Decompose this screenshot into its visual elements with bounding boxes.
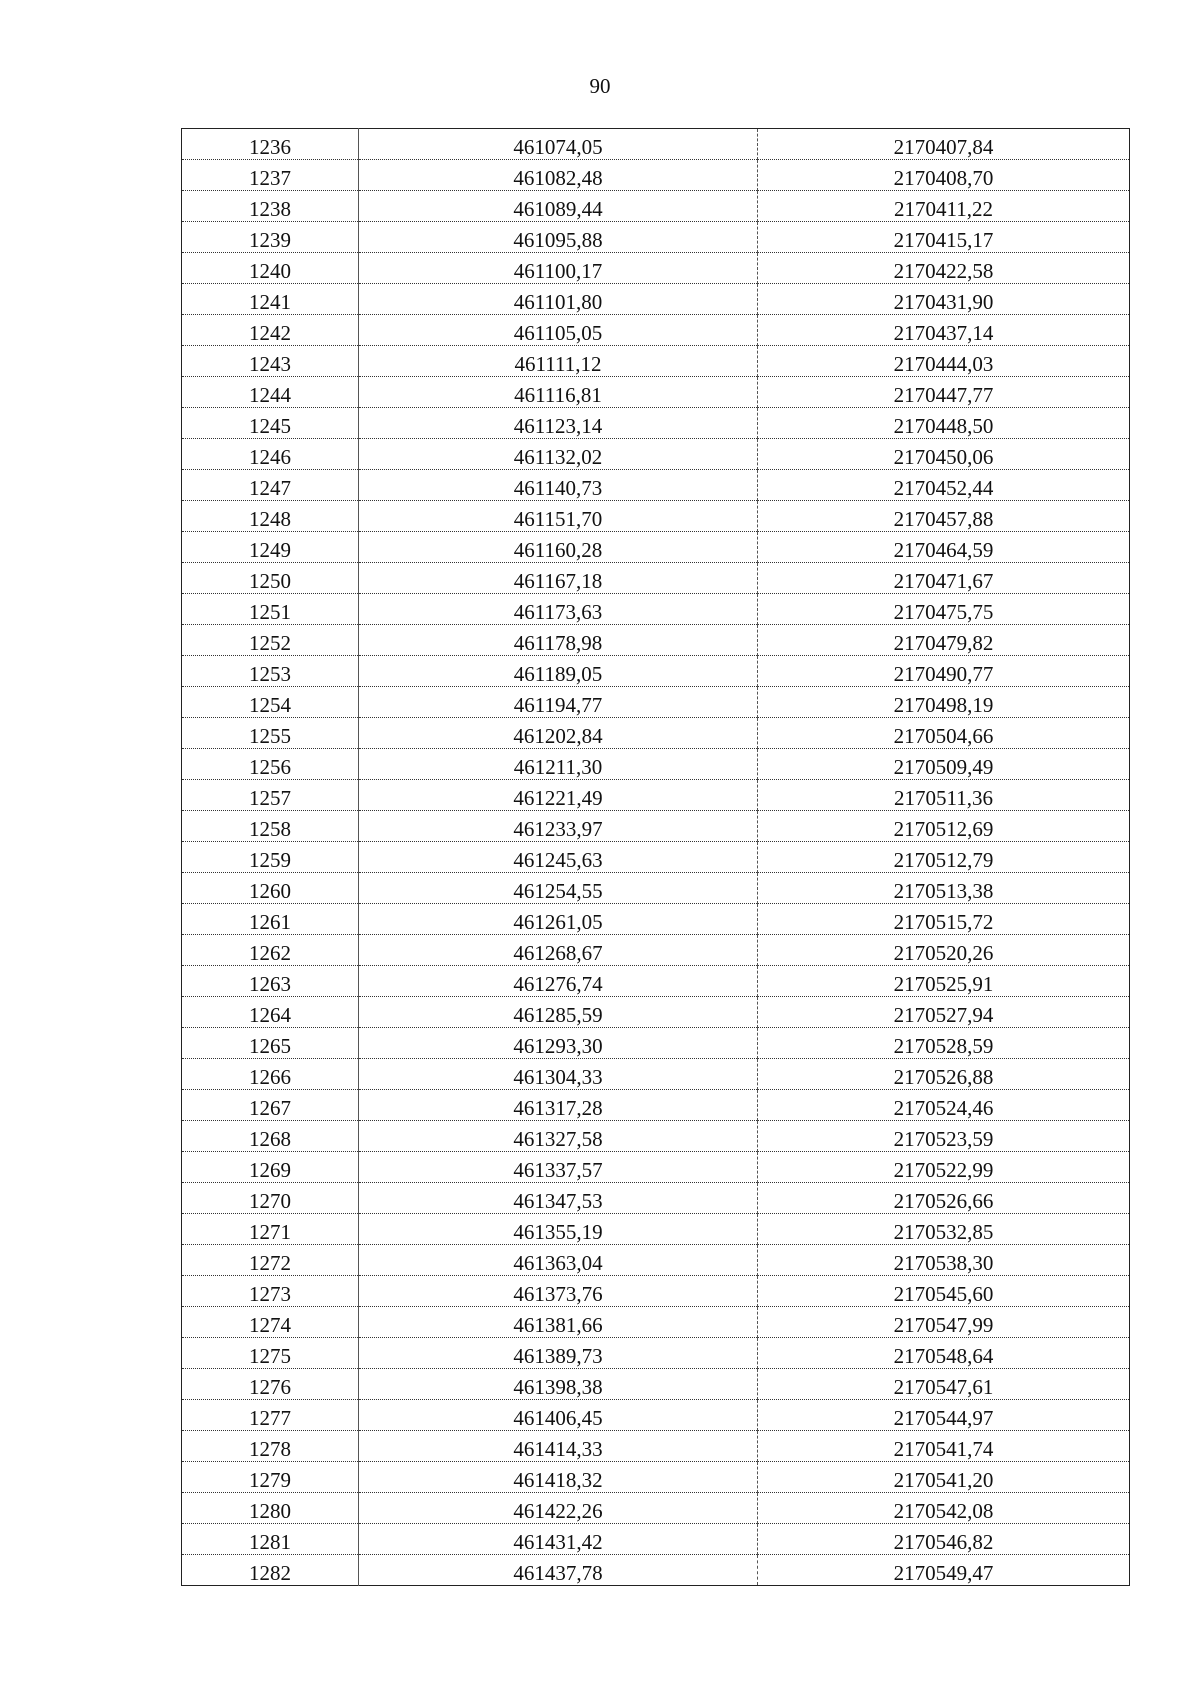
x-coordinate-cell: 461355,19 — [359, 1214, 758, 1245]
table-row — [182, 873, 1130, 904]
point-number-cell: 1245 — [182, 408, 359, 439]
point-number-cell: 1270 — [182, 1183, 359, 1214]
point-number-cell: 1242 — [182, 315, 359, 346]
coordinates-table-body — [182, 129, 1130, 1586]
x-coordinate-cell: 461173,63 — [359, 594, 758, 625]
table-row — [182, 1524, 1130, 1555]
table-row — [182, 1493, 1130, 1524]
y-coordinate-cell: 2170544,97 — [758, 1400, 1130, 1431]
y-coordinate-cell: 2170437,14 — [758, 315, 1130, 346]
x-coordinate-cell: 461347,53 — [359, 1183, 758, 1214]
table-row — [182, 408, 1130, 439]
x-coordinate-cell: 461245,63 — [359, 842, 758, 873]
point-number-cell: 1273 — [182, 1276, 359, 1307]
table-row — [182, 191, 1130, 222]
point-number-cell: 1275 — [182, 1338, 359, 1369]
point-number-cell: 1241 — [182, 284, 359, 315]
y-coordinate-cell: 2170547,61 — [758, 1369, 1130, 1400]
point-number-cell: 1280 — [182, 1493, 359, 1524]
y-coordinate-cell: 2170515,72 — [758, 904, 1130, 935]
table-row — [182, 253, 1130, 284]
y-coordinate-cell: 2170524,46 — [758, 1090, 1130, 1121]
y-coordinate-cell: 2170464,59 — [758, 532, 1130, 563]
point-number-cell: 1244 — [182, 377, 359, 408]
x-coordinate-cell: 461406,45 — [359, 1400, 758, 1431]
y-coordinate-cell: 2170522,99 — [758, 1152, 1130, 1183]
y-coordinate-cell: 2170512,79 — [758, 842, 1130, 873]
x-coordinate-cell: 461363,04 — [359, 1245, 758, 1276]
table-row — [182, 625, 1130, 656]
x-coordinate-cell: 461327,58 — [359, 1121, 758, 1152]
table-row — [182, 1431, 1130, 1462]
point-number-cell: 1265 — [182, 1028, 359, 1059]
point-number-cell: 1260 — [182, 873, 359, 904]
table-row — [182, 501, 1130, 532]
y-coordinate-cell: 2170525,91 — [758, 966, 1130, 997]
x-coordinate-cell: 461123,14 — [359, 408, 758, 439]
point-number-cell: 1282 — [182, 1555, 359, 1586]
point-number-cell: 1250 — [182, 563, 359, 594]
x-coordinate-cell: 461101,80 — [359, 284, 758, 315]
point-number-cell: 1249 — [182, 532, 359, 563]
x-coordinate-cell: 461337,57 — [359, 1152, 758, 1183]
y-coordinate-cell: 2170511,36 — [758, 780, 1130, 811]
table-row — [182, 315, 1130, 346]
coordinates-table — [181, 128, 1130, 1586]
y-coordinate-cell: 2170526,88 — [758, 1059, 1130, 1090]
point-number-cell: 1251 — [182, 594, 359, 625]
point-number-cell: 1266 — [182, 1059, 359, 1090]
x-coordinate-cell: 461194,77 — [359, 687, 758, 718]
point-number-cell: 1268 — [182, 1121, 359, 1152]
x-coordinate-cell: 461105,05 — [359, 315, 758, 346]
table-row — [182, 346, 1130, 377]
x-coordinate-cell: 461285,59 — [359, 997, 758, 1028]
x-coordinate-cell: 461373,76 — [359, 1276, 758, 1307]
point-number-cell: 1237 — [182, 160, 359, 191]
point-number-cell: 1238 — [182, 191, 359, 222]
point-number-cell: 1254 — [182, 687, 359, 718]
point-number-cell: 1263 — [182, 966, 359, 997]
table-row — [182, 656, 1130, 687]
y-coordinate-cell: 2170527,94 — [758, 997, 1130, 1028]
y-coordinate-cell: 2170520,26 — [758, 935, 1130, 966]
table-row — [182, 1307, 1130, 1338]
table-row — [182, 594, 1130, 625]
table-row — [182, 718, 1130, 749]
table-row — [182, 935, 1130, 966]
x-coordinate-cell: 461202,84 — [359, 718, 758, 749]
y-coordinate-cell: 2170407,84 — [758, 129, 1130, 160]
point-number-cell: 1281 — [182, 1524, 359, 1555]
table-row — [182, 904, 1130, 935]
x-coordinate-cell: 461074,05 — [359, 129, 758, 160]
x-coordinate-cell: 461276,74 — [359, 966, 758, 997]
table-row — [182, 532, 1130, 563]
table-row — [182, 1152, 1130, 1183]
x-coordinate-cell: 461317,28 — [359, 1090, 758, 1121]
y-coordinate-cell: 2170549,47 — [758, 1555, 1130, 1586]
table-row — [182, 439, 1130, 470]
point-number-cell: 1271 — [182, 1214, 359, 1245]
y-coordinate-cell: 2170490,77 — [758, 656, 1130, 687]
table-row — [182, 563, 1130, 594]
table-row — [182, 1059, 1130, 1090]
y-coordinate-cell: 2170450,06 — [758, 439, 1130, 470]
table-row — [182, 811, 1130, 842]
y-coordinate-cell: 2170513,38 — [758, 873, 1130, 904]
y-coordinate-cell: 2170471,67 — [758, 563, 1130, 594]
x-coordinate-cell: 461293,30 — [359, 1028, 758, 1059]
y-coordinate-cell: 2170548,64 — [758, 1338, 1130, 1369]
y-coordinate-cell: 2170509,49 — [758, 749, 1130, 780]
x-coordinate-cell: 461254,55 — [359, 873, 758, 904]
x-coordinate-cell: 461111,12 — [359, 346, 758, 377]
x-coordinate-cell: 461082,48 — [359, 160, 758, 191]
table-row — [182, 780, 1130, 811]
y-coordinate-cell: 2170547,99 — [758, 1307, 1130, 1338]
x-coordinate-cell: 461167,18 — [359, 563, 758, 594]
x-coordinate-cell: 461389,73 — [359, 1338, 758, 1369]
table-row — [182, 1028, 1130, 1059]
table-row — [182, 1090, 1130, 1121]
table-row — [182, 842, 1130, 873]
x-coordinate-cell: 461160,28 — [359, 532, 758, 563]
x-coordinate-cell: 461268,67 — [359, 935, 758, 966]
y-coordinate-cell: 2170542,08 — [758, 1493, 1130, 1524]
point-number-cell: 1257 — [182, 780, 359, 811]
x-coordinate-cell: 461116,81 — [359, 377, 758, 408]
point-number-cell: 1277 — [182, 1400, 359, 1431]
y-coordinate-cell: 2170411,22 — [758, 191, 1130, 222]
point-number-cell: 1252 — [182, 625, 359, 656]
point-number-cell: 1243 — [182, 346, 359, 377]
y-coordinate-cell: 2170546,82 — [758, 1524, 1130, 1555]
point-number-cell: 1274 — [182, 1307, 359, 1338]
y-coordinate-cell: 2170541,74 — [758, 1431, 1130, 1462]
table-row — [182, 1400, 1130, 1431]
y-coordinate-cell: 2170444,03 — [758, 346, 1130, 377]
x-coordinate-cell: 461095,88 — [359, 222, 758, 253]
x-coordinate-cell: 461178,98 — [359, 625, 758, 656]
x-coordinate-cell: 461151,70 — [359, 501, 758, 532]
x-coordinate-cell: 461398,38 — [359, 1369, 758, 1400]
y-coordinate-cell: 2170541,20 — [758, 1462, 1130, 1493]
table-row — [182, 1555, 1130, 1586]
y-coordinate-cell: 2170408,70 — [758, 160, 1130, 191]
x-coordinate-cell: 461381,66 — [359, 1307, 758, 1338]
x-coordinate-cell: 461437,78 — [359, 1555, 758, 1586]
point-number-cell: 1236 — [182, 129, 359, 160]
point-number-cell: 1262 — [182, 935, 359, 966]
y-coordinate-cell: 2170415,17 — [758, 222, 1130, 253]
point-number-cell: 1255 — [182, 718, 359, 749]
point-number-cell: 1261 — [182, 904, 359, 935]
y-coordinate-cell: 2170538,30 — [758, 1245, 1130, 1276]
table-row — [182, 222, 1130, 253]
x-coordinate-cell: 461132,02 — [359, 439, 758, 470]
table-row — [182, 1369, 1130, 1400]
point-number-cell: 1256 — [182, 749, 359, 780]
table-row — [182, 129, 1130, 160]
x-coordinate-cell: 461189,05 — [359, 656, 758, 687]
point-number-cell: 1246 — [182, 439, 359, 470]
y-coordinate-cell: 2170504,66 — [758, 718, 1130, 749]
page-number: 90 — [589, 74, 611, 98]
y-coordinate-cell: 2170431,90 — [758, 284, 1130, 315]
point-number-cell: 1259 — [182, 842, 359, 873]
point-number-cell: 1272 — [182, 1245, 359, 1276]
x-coordinate-cell: 461422,26 — [359, 1493, 758, 1524]
point-number-cell: 1264 — [182, 997, 359, 1028]
table-row — [182, 1183, 1130, 1214]
point-number-cell: 1239 — [182, 222, 359, 253]
y-coordinate-cell: 2170447,77 — [758, 377, 1130, 408]
y-coordinate-cell: 2170448,50 — [758, 408, 1130, 439]
point-number-cell: 1279 — [182, 1462, 359, 1493]
x-coordinate-cell: 461304,33 — [359, 1059, 758, 1090]
x-coordinate-cell: 461089,44 — [359, 191, 758, 222]
y-coordinate-cell: 2170498,19 — [758, 687, 1130, 718]
table-row — [182, 470, 1130, 501]
x-coordinate-cell: 461221,49 — [359, 780, 758, 811]
x-coordinate-cell: 461431,42 — [359, 1524, 758, 1555]
y-coordinate-cell: 2170532,85 — [758, 1214, 1130, 1245]
point-number-cell: 1278 — [182, 1431, 359, 1462]
table-row — [182, 997, 1130, 1028]
point-number-cell: 1253 — [182, 656, 359, 687]
point-number-cell: 1258 — [182, 811, 359, 842]
point-number-cell: 1269 — [182, 1152, 359, 1183]
x-coordinate-cell: 461414,33 — [359, 1431, 758, 1462]
y-coordinate-cell: 2170479,82 — [758, 625, 1130, 656]
y-coordinate-cell: 2170452,44 — [758, 470, 1130, 501]
x-coordinate-cell: 461418,32 — [359, 1462, 758, 1493]
table-row — [182, 284, 1130, 315]
y-coordinate-cell: 2170512,69 — [758, 811, 1130, 842]
point-number-cell: 1276 — [182, 1369, 359, 1400]
table-row — [182, 966, 1130, 997]
y-coordinate-cell: 2170457,88 — [758, 501, 1130, 532]
table-row — [182, 1121, 1130, 1152]
y-coordinate-cell: 2170528,59 — [758, 1028, 1130, 1059]
x-coordinate-cell: 461261,05 — [359, 904, 758, 935]
table-row — [182, 749, 1130, 780]
y-coordinate-cell: 2170475,75 — [758, 594, 1130, 625]
point-number-cell: 1240 — [182, 253, 359, 284]
point-number-cell: 1247 — [182, 470, 359, 501]
point-number-cell: 1248 — [182, 501, 359, 532]
x-coordinate-cell: 461140,73 — [359, 470, 758, 501]
y-coordinate-cell: 2170545,60 — [758, 1276, 1130, 1307]
table-row — [182, 1276, 1130, 1307]
table-row — [182, 377, 1130, 408]
table-row — [182, 687, 1130, 718]
x-coordinate-cell: 461100,17 — [359, 253, 758, 284]
table-row — [182, 1338, 1130, 1369]
x-coordinate-cell: 461233,97 — [359, 811, 758, 842]
y-coordinate-cell: 2170422,58 — [758, 253, 1130, 284]
table-row — [182, 160, 1130, 191]
y-coordinate-cell: 2170526,66 — [758, 1183, 1130, 1214]
y-coordinate-cell: 2170523,59 — [758, 1121, 1130, 1152]
table-row — [182, 1245, 1130, 1276]
table-row — [182, 1214, 1130, 1245]
table-row — [182, 1462, 1130, 1493]
x-coordinate-cell: 461211,30 — [359, 749, 758, 780]
point-number-cell: 1267 — [182, 1090, 359, 1121]
